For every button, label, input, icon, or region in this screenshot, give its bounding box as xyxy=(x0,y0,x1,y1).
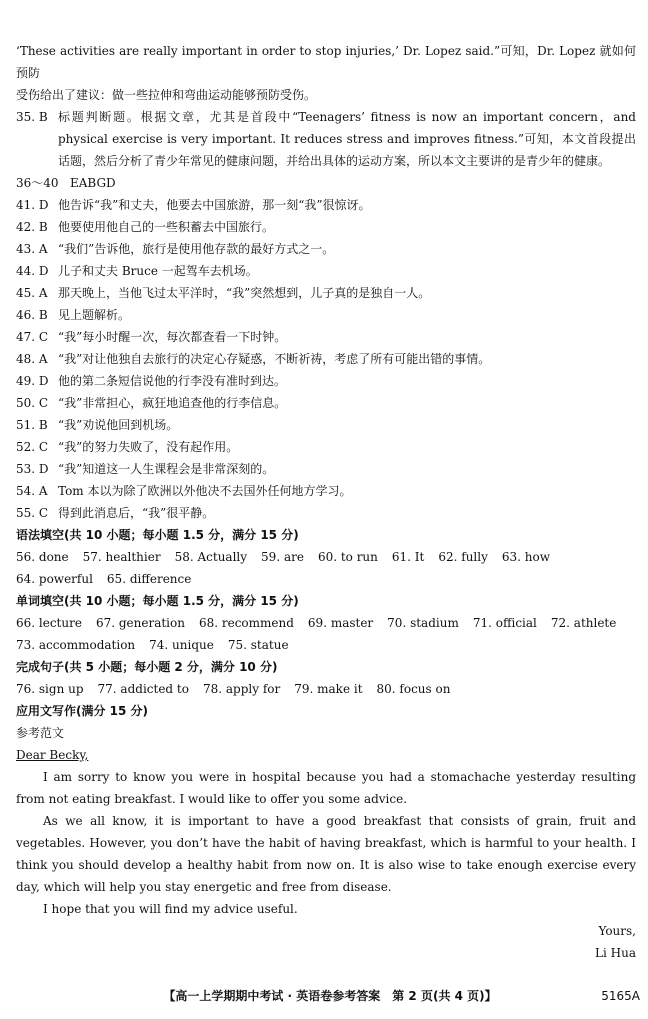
footer-code: 5165A xyxy=(601,989,640,1003)
answer-item-36-40 xyxy=(16,172,636,194)
section-heading-grammar: 语法填空(共 10 小题；每小题 1.5 分，满分 15 分) xyxy=(16,528,299,542)
answer-entry: 67. generation xyxy=(95,616,185,630)
answer-explanation: 见上题解析。 xyxy=(58,308,131,322)
answer-entry: 78. apply for xyxy=(202,682,281,696)
answer-explanation: “我”的努力失败了，没有起作用。 xyxy=(58,440,239,454)
answer-entry: 76. sign up xyxy=(16,682,84,696)
footer-title: 【高一上学期期中考试 · 英语卷参考答案 第 2 页(共 4 页)】 xyxy=(163,989,497,1003)
answer-explanation: 那天晚上，当他飞过太平洋时，“我”突然想到，儿子真的是独自一人。 xyxy=(58,286,431,300)
answer-number: 54. A xyxy=(16,484,48,498)
letter-signature: Li Hua xyxy=(595,946,636,960)
answer-explanation: 他要使用他自己的一些积蓄去中国旅行。 xyxy=(58,220,275,234)
section-heading-vocab: 单词填空(共 10 小题；每小题 1.5 分，满分 15 分) xyxy=(16,594,299,608)
answer-explanation: Tom 本以为除了欧洲以外他决不去国外任何地方学习。 xyxy=(58,484,352,498)
answer-entry: 56. done xyxy=(16,550,69,564)
answer-item xyxy=(16,282,636,304)
answer-explanation: EABGD xyxy=(70,176,116,190)
answer-entry: 57. healthier xyxy=(82,550,161,564)
letter-paragraph-1: I am sorry to know you were in hospital because you had a stomachache yesterday resulting from not eating breakfast. I would like to offer you some advice. xyxy=(16,770,636,806)
answer-number: 52. C xyxy=(16,440,49,454)
answer-entry: 62. fully xyxy=(438,550,488,564)
answer-entry: 75. statue xyxy=(227,638,289,652)
answer-item xyxy=(16,502,636,524)
answer-explanation: 得到此消息后，“我”很平静。 xyxy=(58,506,215,520)
answer-explanation: “我”每小时醒一次，每次都查看一下时钟。 xyxy=(58,330,287,344)
answer-entry: 71. official xyxy=(472,616,537,630)
answer-entry: 80. focus on xyxy=(376,682,451,696)
answer-entry: 74. unique xyxy=(149,638,214,652)
answer-item xyxy=(16,238,636,260)
answer-entry: 60. to run xyxy=(317,550,378,564)
explanation-line-1: ‘These activities are really important in order to stop injuries,’ Dr. Lopez said.”可知，Dr. Lopez 就如何预防 xyxy=(16,44,636,80)
reference-label: 参考范文 xyxy=(16,726,65,740)
answer-page xyxy=(16,40,636,964)
answer-number: 41. D xyxy=(16,198,49,212)
answer-explanation: “我”非常担心，疯狂地追查他的行李信息。 xyxy=(58,396,287,410)
answer-entry: 77. addicted to xyxy=(97,682,189,696)
answer-number: 49. D xyxy=(16,374,49,388)
section-heading-sentences: 完成句子(共 5 小题；每小题 2 分，满分 10 分) xyxy=(16,660,278,674)
page-footer xyxy=(0,985,648,1007)
answer-item xyxy=(16,480,636,502)
answer-item xyxy=(16,414,636,436)
vocab-answers xyxy=(16,612,636,656)
answer-number: 51. B xyxy=(16,418,48,432)
answer-entry: 61. It xyxy=(391,550,425,564)
answer-entry: 59. are xyxy=(261,550,304,564)
answer-item xyxy=(16,348,636,370)
answer-explanation: 他告诉“我”和丈夫，他要去中国旅游，那一刻“我”很惊讶。 xyxy=(58,198,371,212)
answer-number: 47. C xyxy=(16,330,49,344)
letter-paragraph-3: I hope that you will find my advice useful. xyxy=(43,902,298,916)
answer-item xyxy=(16,194,636,216)
answer-entry: 66. lecture xyxy=(16,616,82,630)
answer-number: 46. B xyxy=(16,308,48,322)
answer-entry: 72. athlete xyxy=(550,616,617,630)
answer-entry: 69. master xyxy=(307,616,374,630)
answer-number: 48. A xyxy=(16,352,48,366)
answer-number: 45. A xyxy=(16,286,48,300)
answer-item xyxy=(16,304,636,326)
grammar-answers xyxy=(16,546,636,590)
answer-number: 35. B xyxy=(16,110,48,124)
answer-item xyxy=(16,392,636,414)
answer-number: 36～40 xyxy=(16,176,59,190)
answer-explanation: 他的第二条短信说他的行李没有准时到达。 xyxy=(58,374,287,388)
answer-item xyxy=(16,436,636,458)
letter-paragraph-2: As we all know, it is important to have a good breakfast that consists of grain, fruit and vegetables. However, you don’t have the habit of having breakfast, which is harmful to your health. I think you should develop a healthy habit from now on. It is also wise to take enough exercise every day, which will help you stay energetic and free from disease. xyxy=(16,814,636,894)
answer-item-35 xyxy=(16,106,636,172)
answer-item xyxy=(16,216,636,238)
letter-closing: Yours, xyxy=(598,924,636,938)
sentence-answers xyxy=(16,678,636,700)
answer-explanation: “我”知道这一人生课程会是非常深刻的。 xyxy=(58,462,275,476)
answer-number: 53. D xyxy=(16,462,49,476)
answer-number: 42. B xyxy=(16,220,48,234)
answer-explanation: “我”劝说他回到机场。 xyxy=(58,418,179,432)
answer-number: 55. C xyxy=(16,506,49,520)
answer-list xyxy=(16,194,636,524)
answer-explanation: “我”对让他独自去旅行的决定心存疑惑，不断祈祷，考虑了所有可能出错的事情。 xyxy=(58,352,491,366)
answer-entry: 65. difference xyxy=(106,572,192,586)
answer-number: 50. C xyxy=(16,396,49,410)
answer-item xyxy=(16,326,636,348)
answer-item xyxy=(16,370,636,392)
answer-number: 44. D xyxy=(16,264,49,278)
answer-number: 43. A xyxy=(16,242,48,256)
section-heading-writing: 应用文写作(满分 15 分) xyxy=(16,704,149,718)
explanation-line-2: 受伤给出了建议：做一些拉伸和弯曲运动能够预防受伤。 xyxy=(16,88,317,102)
answer-entry: 68. recommend xyxy=(198,616,294,630)
answer-entry: 64. powerful xyxy=(16,572,93,586)
answer-entry: 70. stadium xyxy=(387,616,459,630)
answer-entry: 73. accommodation xyxy=(16,638,136,652)
answer-entry: 63. how xyxy=(501,550,551,564)
answer-entry: 79. make it xyxy=(294,682,363,696)
answer-explanation: “我们”告诉他，旅行是使用他存款的最好方式之一。 xyxy=(58,242,335,256)
answer-item xyxy=(16,260,636,282)
answer-item xyxy=(16,458,636,480)
answer-explanation: 标题判断题。根据文章，尤其是首段中“Teenagers’ fitness is now an important concern，and physical exercise is very important. It reduces stress and improves fitness.”可知，本文首段提出话题，然后分析了青少年常见的健康问题，并给出具体的运动方案，所以本文主要讲的是青少年的健康。 xyxy=(58,110,636,168)
letter-salutation: Dear Becky, xyxy=(16,748,89,762)
answer-explanation: 儿子和丈夫 Bruce 一起驾车去机场。 xyxy=(58,264,258,278)
answer-entry: 58. Actually xyxy=(174,550,248,564)
